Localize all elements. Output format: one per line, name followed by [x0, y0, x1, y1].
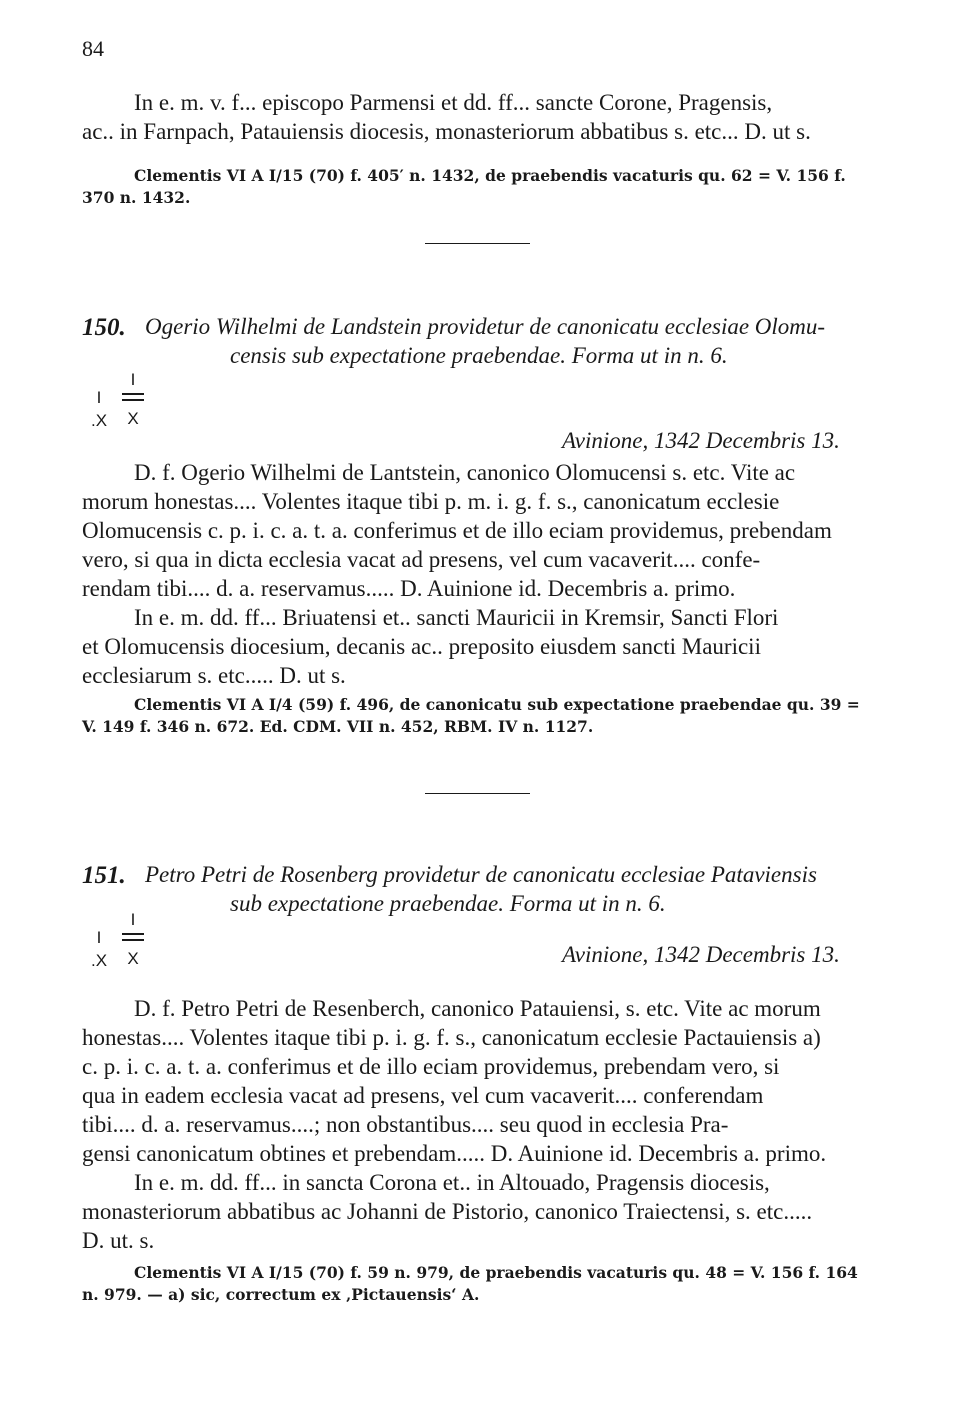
title-line: Ogerio Wilhelmi de Landstein providetur de canonicatu ecclesiae Olomu-: [145, 314, 826, 339]
note-line: Clementis VI A I/15 (70) f. 59 n. 979, de praebendis vacaturis qu. 48 = V. 156 f. 164: [134, 1263, 858, 1282]
mark-fraction: I X: [122, 372, 144, 426]
text-line: ecclesiarum s. etc..... D. ut s.: [82, 663, 346, 688]
text-line: et Olomucensis diocesium, decanis ac.. preposito eiusdem sancti Mauricii: [82, 634, 761, 659]
text-line: In e. m. v. f... episcopo Parmensi et dd. ff... sancte Corone, Pragensis,: [134, 90, 773, 115]
text-line: D. f. Ogerio Wilhelmi de Lantstein, canonico Olomucensi s. etc. Vite ac: [134, 460, 796, 485]
text-line: gensi canonicatum obtines et prebendam..... D. Auinione id. Decembris a. primo.: [82, 1141, 827, 1166]
entry-title: [145, 312, 885, 370]
text-line: D. ut. s.: [82, 1228, 155, 1253]
note-line: V. 149 f. 346 n. 672. Ed. CDM. VII n. 452, RBM. IV n. 1127.: [82, 717, 594, 736]
note-line: n. 979. — a) sic, correctum ex ‚Pictauensis‘ A.: [82, 1285, 480, 1304]
entry-number: 151.: [82, 862, 126, 889]
text-line: tibi.... d. a. reservamus....; non obstantibus.... seu quod in ecclesia Pra-: [82, 1112, 729, 1137]
text-line: vero, si qua in dicta ecclesia vacat ad presens, vel cum vacaverit.... confe-: [82, 547, 761, 572]
text-line: honestas.... Volentes itaque tibi p. i. g. f. s., canonicatum ecclesie Pactauiensis a): [82, 1025, 821, 1050]
page-number: 84: [82, 36, 104, 61]
text-line: c. p. i. c. a. t. a. conferimus et de illo eciam providemus, prebendam vero, si: [82, 1054, 780, 1079]
note-line: 370 n. 1432.: [82, 188, 191, 207]
text-line: rendam tibi.... d. a. reservamus..... D. Auinione id. Decembris a. primo.: [82, 576, 736, 601]
text-line: Olomucensis c. p. i. c. a. t. a. conferimus et de illo eciam providemus, prebendam: [82, 518, 832, 543]
top-paragraph: [82, 88, 882, 146]
papal-year-mark: [82, 372, 172, 432]
title-line: censis sub expectatione praebendae. Forma ut in n. 6.: [230, 343, 728, 368]
mark-left: I .X: [90, 928, 108, 970]
note-line: Clementis VI A I/4 (59) f. 496, de canonicatu sub expectatione praebendae qu. 39 =: [134, 695, 860, 714]
text-line: ac.. in Farnpach, Patauiensis diocesis, monasteriorum abbatibus s. etc... D. ut s.: [82, 119, 811, 144]
section-divider: [425, 793, 530, 794]
title-line: Petro Petri de Rosenberg providetur de canonicatu ecclesiae Pataviensis: [145, 862, 817, 887]
text-line: monasteriorum abbatibus ac Johanni de Pistorio, canonico Traiectensi, s. etc.....: [82, 1199, 813, 1224]
entry-date: Avinione, 1342 Decembris 13.: [562, 942, 840, 967]
text-line: qua in eadem ecclesia vacat ad presens, vel cum vacaverit.... conferendam: [82, 1083, 764, 1108]
section-divider: [425, 243, 530, 244]
mark-fraction: I X: [122, 912, 144, 966]
mark-left: I .X: [90, 388, 108, 430]
note-line: Clementis VI A I/15 (70) f. 405′ n. 1432, de praebendis vacaturis qu. 62 = V. 156 f.: [134, 166, 846, 185]
entry-footnote: [82, 1262, 882, 1306]
papal-year-mark: [82, 912, 172, 972]
text-line: In e. m. dd. ff... in sancta Corona et.. in Altouado, Pragensis diocesis,: [134, 1170, 770, 1195]
title-line: sub expectatione praebendae. Forma ut in n. 6.: [230, 891, 666, 916]
text-line: morum honestas.... Volentes itaque tibi p. m. i. g. f. s., canonicatum ecclesie: [82, 489, 780, 514]
entry-date: Avinione, 1342 Decembris 13.: [562, 428, 840, 453]
entry-title: [145, 860, 885, 918]
entry-body: [82, 458, 882, 690]
text-line: D. f. Petro Petri de Resenberch, canonico Patauiensi, s. etc. Vite ac morum: [134, 996, 821, 1021]
entry-body: [82, 994, 882, 1255]
top-footnote: [82, 165, 882, 209]
entry-footnote: [82, 694, 882, 738]
text-line: In e. m. dd. ff... Briuatensi et.. sancti Mauricii in Kremsir, Sancti Flori: [134, 605, 779, 630]
entry-number: 150.: [82, 314, 126, 341]
